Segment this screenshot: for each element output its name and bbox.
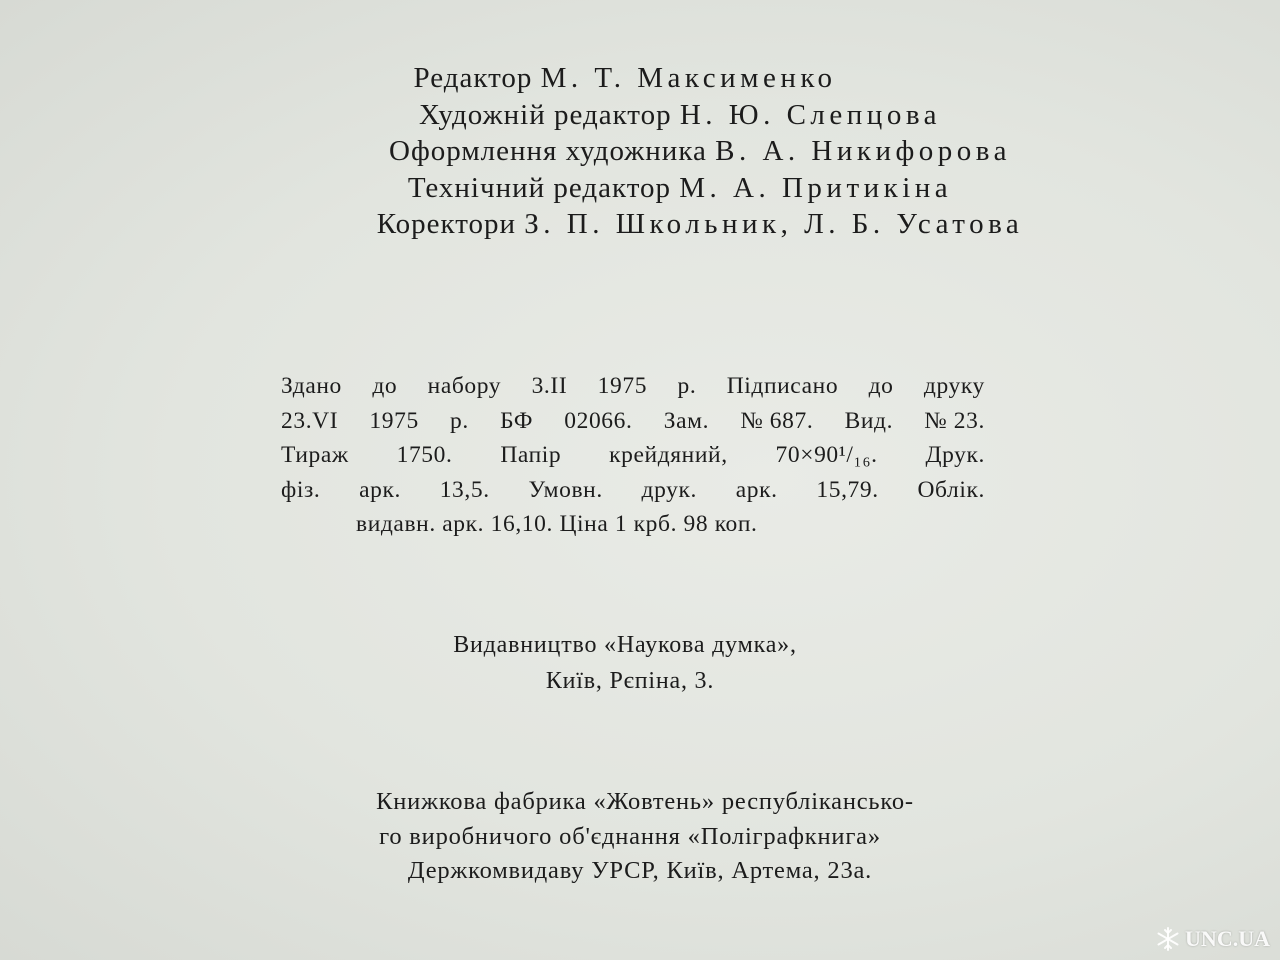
credit-line-editor [200, 60, 1200, 97]
word: Умовн. [528, 476, 603, 503]
printer-line-1: Книжкова фабрика «Жовтень» республікансько- [376, 788, 914, 815]
credit-line-tech-editor [200, 170, 1200, 207]
print-info-line-2 [281, 404, 985, 439]
word: БФ [500, 407, 534, 434]
credit-name: З. П. Школьник, Л. Б. Усатова [524, 208, 1024, 240]
word: р. [450, 407, 469, 434]
watermark [1155, 926, 1270, 952]
publisher-address: Київ, Рєпіна, 3. [545, 668, 715, 694]
credit-name: М. А. Притикіна [679, 171, 953, 204]
word: 02066. [564, 407, 633, 434]
word: 3.II [531, 373, 568, 399]
credits-block [200, 60, 1200, 243]
word: Облік. [917, 476, 985, 503]
print-info-line-1 [281, 369, 985, 404]
credit-role: Оформлення художника [389, 135, 707, 167]
word: набору [427, 373, 502, 399]
credit-role: Коректори [376, 208, 517, 240]
printer-line-3: Держкомвидаву УРСР, Київ, Артема, 23а. [407, 857, 873, 884]
word: 70×90¹/₁₆. [775, 442, 878, 468]
word: Здано [281, 373, 342, 399]
word: крейдяний, [609, 442, 728, 468]
word: до [372, 373, 398, 399]
printer-block [250, 785, 1010, 889]
publisher-block [380, 627, 880, 699]
snowflake-icon [1155, 926, 1181, 952]
watermark-text: UNC.UA [1185, 926, 1270, 951]
credit-line-design [200, 133, 1200, 170]
credit-line-art-editor [200, 97, 1200, 134]
word: Підписано [726, 373, 839, 399]
word: р. [677, 373, 697, 399]
word: Вид. [844, 407, 894, 434]
word: 1750. [396, 442, 453, 468]
credit-role: Редактор [413, 62, 533, 94]
word: до [868, 373, 894, 399]
word: арк. [735, 476, 778, 503]
word: арк. [359, 476, 401, 503]
word: Друк. [925, 442, 985, 468]
word: 15,79. [816, 476, 879, 503]
word: Зам. [663, 407, 710, 434]
print-info-line-4 [281, 473, 985, 508]
credit-role: Технічний редактор [407, 171, 671, 204]
word: фіз. [281, 476, 321, 503]
credit-name: В. А. Никифорова [715, 135, 1011, 167]
price-line: видавн. арк. 16,10. Ціна 1 крб. 98 коп. [356, 511, 758, 537]
publisher-name: Видавництво «Наукова думка», [453, 632, 797, 658]
word: друку [923, 373, 985, 399]
print-info-line-5 [281, 507, 985, 542]
word: 23.VI [281, 407, 339, 434]
credit-name: Н. Ю. Слепцова [679, 98, 942, 131]
word: Тираж [281, 442, 349, 468]
print-info-block [281, 369, 985, 542]
printer-line-2: го виробничого об'єднання «Поліграфкнига» [379, 822, 881, 850]
word: № 23. [924, 407, 985, 434]
word: 1975 [597, 373, 648, 399]
word: 13,5. [439, 476, 490, 503]
print-info-line-3 [281, 438, 985, 473]
word: № 687. [740, 407, 814, 434]
credit-name: М. Т. Максименко [540, 62, 837, 94]
credit-line-proofreaders [200, 206, 1200, 243]
word: Папір [500, 442, 562, 468]
word: 1975 [369, 407, 419, 434]
credit-role: Художній редактор [418, 98, 672, 131]
word: друк. [641, 476, 697, 503]
